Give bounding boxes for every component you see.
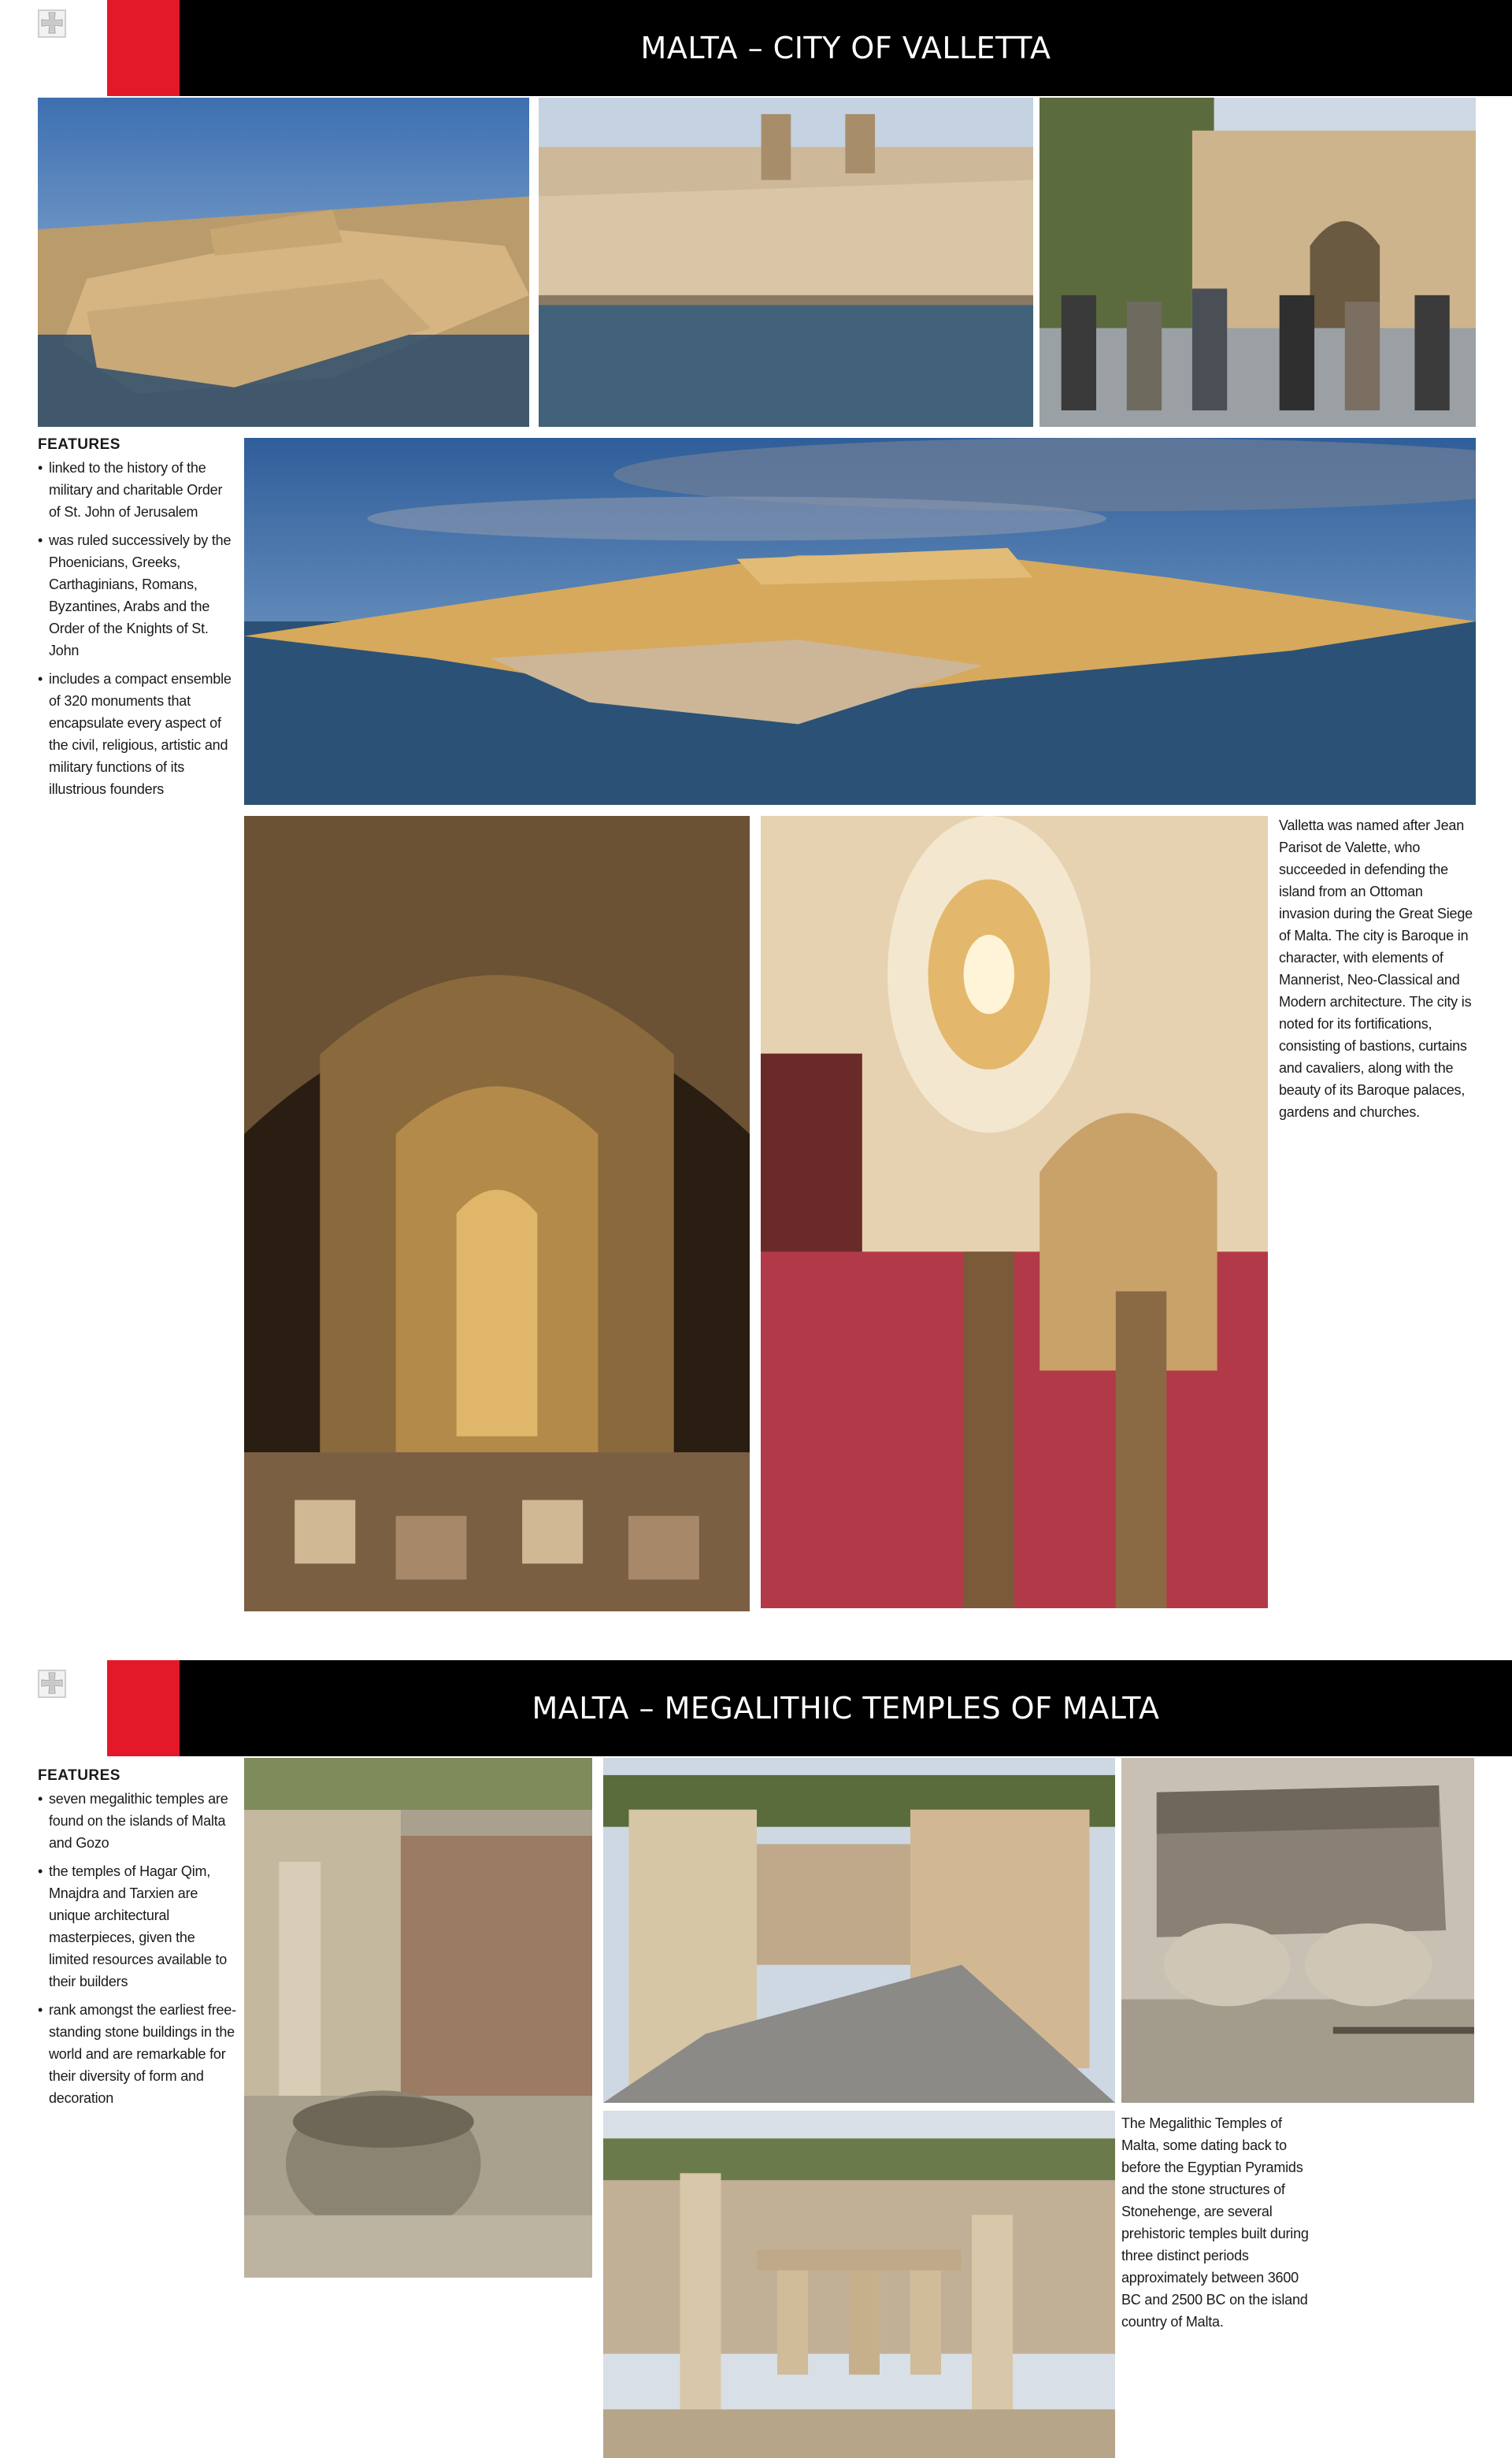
- malta-flag-red-half: [107, 1660, 180, 1756]
- features-list: [38, 457, 236, 800]
- photo-temple-carved-block: [1121, 1758, 1474, 2103]
- section-title-valletta: MALTA – CITY OF VALLETTA: [640, 31, 1051, 65]
- description-valletta: Valletta was named after Jean Parisot de Valette, who succeeded in defending the island from an Ottoman invasion during the Great Siege of Malta. The city is Baroque in character, with elements of Mannerist, Neo-Classical and Modern architecture. The city is noted for its fortifications, consisting of bastions, curtains and cavaliers, along with the beauty of its Baroque palaces, gardens and churches.: [1279, 817, 1473, 1120]
- malta-flag-white-half: [0, 1660, 107, 1756]
- features-heading: FEATURES: [38, 1767, 120, 1784]
- photo-church-dome-interior: [761, 816, 1268, 1608]
- photo-temple-megaliths-path: [603, 1758, 1115, 2103]
- photo-st-johns-cathedral-nave: [244, 816, 750, 1611]
- george-cross-icon: [38, 1670, 66, 1698]
- features-item: • seven megalithic temples are found on the islands of Malta and Gozo: [38, 1788, 236, 1854]
- photo-temple-stone-bowl: [244, 1758, 592, 2278]
- features-item: • linked to the history of the military and charitable Order of St. John of Jerusalem: [38, 457, 236, 523]
- features-list: [38, 1788, 236, 2109]
- features-item: • the temples of Hagar Qim, Mnajdra and Tarxien are unique architectural masterpieces, given the limited resources available to their builders: [38, 1860, 236, 1993]
- features-item: • was ruled successively by the Phoenicians, Greeks, Carthaginians, Romans, Byzantines, Arabs and the Order of the Knights of St. John: [38, 529, 236, 662]
- photo-valletta-bastion: [38, 98, 529, 427]
- features-heading: FEATURES: [38, 436, 120, 453]
- photo-temple-trilithons: [603, 2111, 1115, 2458]
- description-megalithic: The Megalithic Temples of Malta, some dating back to before the Egyptian Pyramids and the stone structures of Stonehenge, are several prehistoric temples built during three distinct periods approximately between 3600 BC and 2500 BC on the island country of Malta.: [1121, 2115, 1309, 2330]
- malta-flag-red-half: [107, 0, 180, 96]
- photo-valletta-panorama: [244, 438, 1476, 805]
- section-title-megalithic: MALTA – MEGALITHIC TEMPLES OF MALTA: [532, 1691, 1160, 1726]
- george-cross-icon: [38, 9, 66, 38]
- features-item: • includes a compact ensemble of 320 monuments that encapsulate every aspect of the civil, religious, artistic and military functions of its illustrious founders: [38, 668, 236, 800]
- malta-flag-white-half: [0, 0, 107, 96]
- photo-valletta-city-gate: [1040, 98, 1476, 427]
- features-block-megalithic: [38, 1767, 236, 2115]
- photo-valletta-harbour: [539, 98, 1033, 427]
- features-block-valletta: [38, 436, 236, 806]
- features-item: • rank amongst the earliest free-standing stone buildings in the world and are remarkable for their diversity of form and decoration: [38, 1999, 236, 2109]
